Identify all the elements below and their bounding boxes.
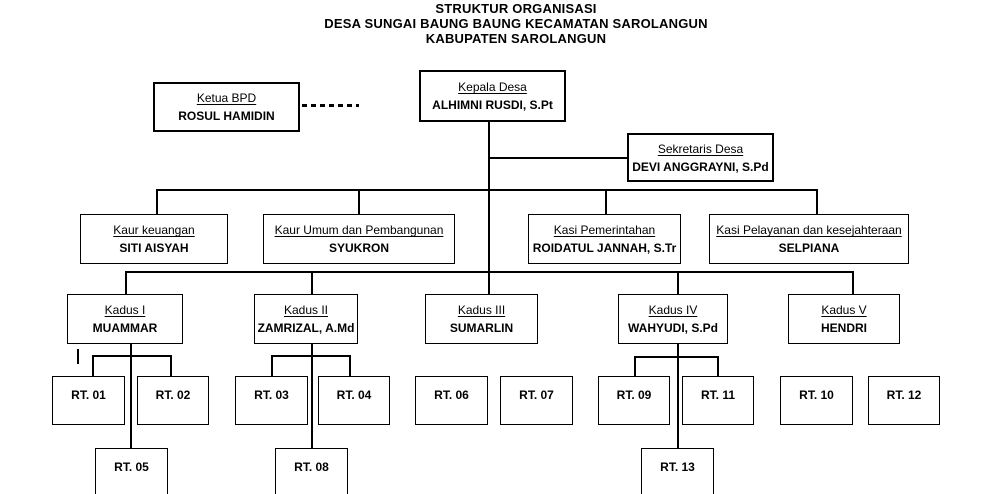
role-label: Kasi Pemerintahan bbox=[553, 223, 656, 237]
person-name: ROIDATUL JANNAH, S.Tr bbox=[532, 241, 677, 255]
node-rt-05: RT. 05 bbox=[95, 448, 168, 494]
role-label: Kaur keuangan bbox=[113, 223, 195, 237]
node-sekretaris-desa bbox=[627, 133, 774, 182]
person-name: MUAMMAR bbox=[92, 321, 158, 335]
node-rt-01: RT. 01 bbox=[52, 376, 125, 425]
node-ketua-bpd bbox=[153, 82, 300, 132]
role-label: Sekretaris Desa bbox=[657, 141, 744, 156]
person-name: ZAMRIZAL, A.Md bbox=[257, 321, 355, 335]
connector-row2-bar bbox=[125, 271, 854, 273]
role-label: Kaur Umum dan Pembangunan bbox=[274, 223, 444, 237]
node-rt-04: RT. 04 bbox=[318, 376, 390, 425]
node-rt-11: RT. 11 bbox=[682, 376, 754, 425]
connector-kepala-trunk bbox=[488, 122, 490, 294]
connector-drop-kadus-iv bbox=[677, 271, 679, 294]
node-rt-03: RT. 03 bbox=[235, 376, 308, 425]
connector-sekretaris-branch bbox=[488, 157, 627, 159]
node-rt-07: RT. 07 bbox=[500, 376, 573, 425]
node-kadus-iii bbox=[425, 294, 538, 344]
title-line-3: KABUPATEN SAROLANGUN bbox=[425, 31, 607, 46]
node-rt-13: RT. 13 bbox=[641, 448, 714, 494]
node-kaur-keuangan bbox=[80, 214, 228, 264]
connector-drop-rt-04 bbox=[349, 355, 351, 376]
role-label: Kadus IV bbox=[648, 303, 698, 317]
person-name: DEVI ANGGRAYNI, S.Pd bbox=[632, 159, 769, 174]
node-rt-10: RT. 10 bbox=[780, 376, 853, 425]
connector-kadus-iv-trunk bbox=[677, 344, 679, 448]
person-name: HENDRI bbox=[820, 321, 867, 335]
connector-drop-rt-02 bbox=[170, 355, 172, 376]
person-name: ALHIMNI RUSDI, S.Pt bbox=[432, 98, 553, 112]
connector-drop-rt-03 bbox=[271, 355, 273, 376]
connector-row1-bar bbox=[156, 189, 818, 191]
node-kadus-ii bbox=[254, 294, 358, 344]
connector-drop-kadus-v bbox=[852, 271, 854, 294]
connector-bpd-kepala-dashed bbox=[302, 104, 359, 107]
connector-kadus-ii-trunk bbox=[311, 344, 313, 448]
role-label: Kadus II bbox=[283, 303, 329, 317]
role-label: Ketua BPD bbox=[196, 91, 257, 105]
connector-drop-kasi-pemerintahan bbox=[605, 189, 607, 214]
person-name: WAHYUDI, S.Pd bbox=[627, 321, 718, 335]
connector-kadus-i-bar bbox=[92, 355, 171, 357]
role-label: Kadus III bbox=[457, 303, 506, 317]
connector-drop-kaur-keuangan bbox=[156, 189, 158, 214]
node-rt-02: RT. 02 bbox=[137, 376, 209, 425]
connector-drop-kaur-umum bbox=[358, 189, 360, 214]
node-kasi-pemerintahan bbox=[528, 214, 681, 264]
connector-drop-rt-09 bbox=[634, 356, 636, 376]
connector-drop-kasi-pelayanan bbox=[816, 189, 818, 214]
person-name: SITI AISYAH bbox=[119, 241, 189, 255]
person-name: SYUKRON bbox=[328, 241, 389, 255]
node-rt-08: RT. 08 bbox=[275, 448, 348, 494]
title-line-2: DESA SUNGAI BAUNG BAUNG KECAMATAN SAROLANGUN bbox=[324, 16, 708, 31]
connector-kadus-ii-bar bbox=[271, 355, 350, 357]
node-kaur-umum bbox=[263, 214, 455, 264]
title-line-1: STRUKTUR ORGANISASI bbox=[435, 1, 597, 16]
role-label: Kadus I bbox=[104, 303, 146, 317]
node-rt-12: RT. 12 bbox=[868, 376, 940, 425]
page-title bbox=[39, 1, 993, 46]
node-kasi-pelayanan bbox=[709, 214, 909, 264]
node-rt-09: RT. 09 bbox=[598, 376, 670, 425]
connector-drop-kadus-ii bbox=[311, 271, 313, 294]
role-label: Kepala Desa bbox=[458, 80, 527, 94]
connector-drop-kadus-i bbox=[125, 271, 127, 294]
node-kepala-desa bbox=[419, 70, 566, 122]
connector-kadus-i-trunk bbox=[130, 344, 132, 448]
connector-stub-kadus-i bbox=[77, 349, 79, 364]
person-name: ROSUL HAMIDIN bbox=[178, 109, 275, 123]
connector-drop-rt-01 bbox=[92, 355, 94, 376]
connector-drop-rt-11 bbox=[717, 356, 719, 376]
person-name: SUMARLIN bbox=[449, 321, 514, 335]
node-kadus-i bbox=[67, 294, 183, 344]
role-label: Kasi Pelayanan dan kesejahteraan bbox=[716, 223, 902, 237]
node-rt-06: RT. 06 bbox=[415, 376, 488, 425]
role-label: Kadus V bbox=[821, 303, 867, 317]
connector-kadus-iv-bar bbox=[634, 356, 718, 358]
person-name: SELPIANA bbox=[778, 241, 840, 255]
node-kadus-v bbox=[788, 294, 900, 344]
node-kadus-iv bbox=[618, 294, 728, 344]
